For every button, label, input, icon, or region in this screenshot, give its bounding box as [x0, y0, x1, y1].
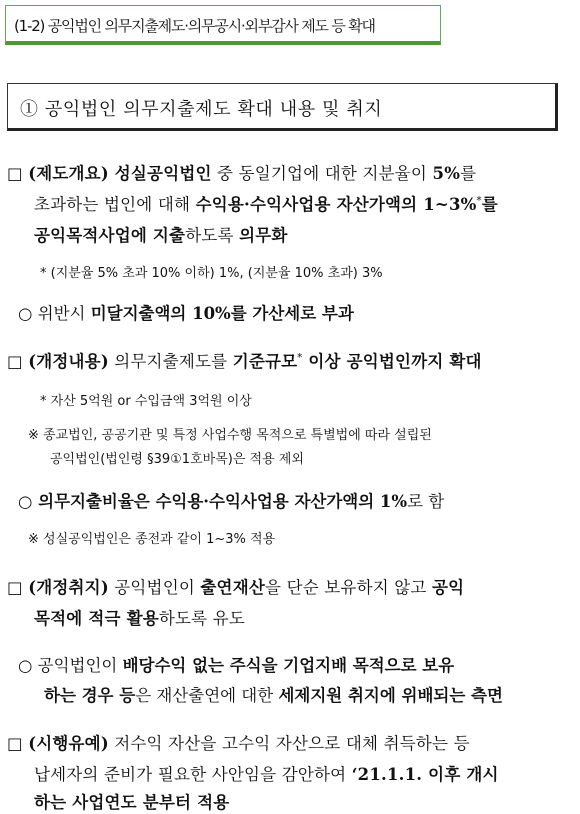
amendment-text: 기준규모	[232, 352, 298, 371]
purpose-sub-line-2	[44, 682, 503, 706]
purpose-text: 출연재산	[200, 578, 265, 597]
checkbox-square-icon: □	[7, 352, 23, 371]
grace-text: 저수익 자산을 고수익 자산으로 대체 취득하는 등	[108, 734, 470, 753]
purpose-line-1	[7, 574, 464, 598]
overview-text: 하도록	[185, 226, 240, 245]
overview-line-3	[34, 222, 288, 246]
purpose-sub-text: 세제지원 취지에 위배되는 측면	[278, 686, 503, 705]
amendment-sub-text: 의무지출비율은 수익용·수익사업용 자산가액의 1%	[32, 492, 408, 511]
purpose-label: (개정취지)	[28, 578, 109, 597]
purpose-line-2	[34, 605, 245, 629]
amendment-note-2a: ※ 종교법인, 공공기관 및 특정 사업수행 목적으로 특별법에 따라 설립된	[28, 428, 432, 443]
grace-text: ‘21.1.1. 이후 개시	[351, 765, 499, 784]
purpose-text: 목적에 적극 활용	[34, 609, 159, 628]
amendment-sub-text: 로 함	[407, 492, 445, 511]
checkbox-square-icon: □	[7, 578, 23, 597]
overview-text: 중 동일기업에 대한 지분율이	[211, 164, 433, 183]
grace-line-1	[7, 730, 470, 754]
amendment-label: (개정내용)	[28, 352, 109, 371]
overview-text: 의무화	[239, 226, 288, 245]
overview-sub-text: 위반시	[32, 304, 91, 323]
footnote-mark: *	[476, 195, 482, 207]
overview-note: * (지분율 5% 초과 10% 이하) 1%, (지분율 10% 초과) 3%	[40, 266, 383, 281]
overview-sub-text: 미달지출액의 10%를 가산세로 부과	[90, 304, 354, 323]
overview-text: 성실공익법인	[108, 164, 212, 183]
overview-line-2	[34, 191, 498, 215]
heading-box	[7, 83, 558, 131]
grace-line-3	[34, 789, 229, 813]
purpose-text: 공익법인이	[108, 578, 201, 597]
purpose-text: 을 단순 보유하지 않고	[264, 578, 433, 597]
purpose-sub-line-1	[18, 652, 454, 676]
overview-text: 5%	[432, 164, 461, 183]
overview-text: 를	[460, 164, 477, 183]
purpose-sub-text: 은 재산출연에 대한	[135, 686, 279, 705]
amendment-note-2b: 공익법인(법인령 §39①1호바목)은 적용 제외	[50, 452, 304, 467]
overview-text: 초과하는 법인에 대해	[34, 195, 196, 214]
amendment-note-1: * 자산 5억원 or 수입금액 3억원 이상	[40, 394, 252, 409]
purpose-sub-text: 공익법인이	[32, 656, 123, 675]
circle-bullet-icon: ○	[18, 492, 33, 511]
purpose-text: 하도록 유도	[158, 609, 246, 628]
grace-text: 납세자의 준비가 필요한 사안임을 감안하여	[34, 765, 352, 784]
section-tag	[5, 5, 441, 45]
circle-bullet-icon: ○	[18, 304, 33, 323]
circle-bullet-icon: ○	[18, 656, 33, 675]
grace-text: 하는 사업연도 분부터 적용	[34, 793, 230, 812]
overview-sub-item	[18, 300, 354, 324]
grace-label: (시행유예)	[28, 734, 109, 753]
checkbox-square-icon: □	[7, 164, 23, 183]
footnote-mark: *	[297, 352, 303, 364]
amendment-text: 이상 공익법인까지 확대	[302, 352, 482, 371]
amendment-sub-item	[18, 488, 444, 512]
overview-label: (제도개요)	[28, 164, 109, 183]
grace-line-2	[34, 761, 499, 785]
overview-text: 공익목적사업에 지출	[34, 226, 186, 245]
amendment-line-1	[7, 348, 482, 372]
overview-line-1	[7, 160, 476, 184]
heading-title: ① 공익법인 의무지출제도 확대 내용 및 취지	[20, 99, 383, 120]
checkbox-square-icon: □	[7, 734, 23, 753]
purpose-sub-text: 배당수익 없는 주식을 기업지배 목적으로 보유	[122, 656, 455, 675]
purpose-sub-text: 하는 경우 등	[44, 686, 136, 705]
section-tag-text: (1-2) 공익법인 의무지출제도·의무공시·외부감사 제도 등 확대	[14, 17, 375, 35]
amendment-text: 의무지출제도를	[108, 352, 233, 371]
overview-text: 를	[481, 195, 498, 214]
amendment-note-3: ※ 성실공익법인은 종전과 같이 1~3% 적용	[28, 532, 276, 547]
overview-text: 수익용·수익사업용 자산가액의 1~3%	[195, 195, 477, 214]
purpose-text: 공익	[432, 578, 465, 597]
